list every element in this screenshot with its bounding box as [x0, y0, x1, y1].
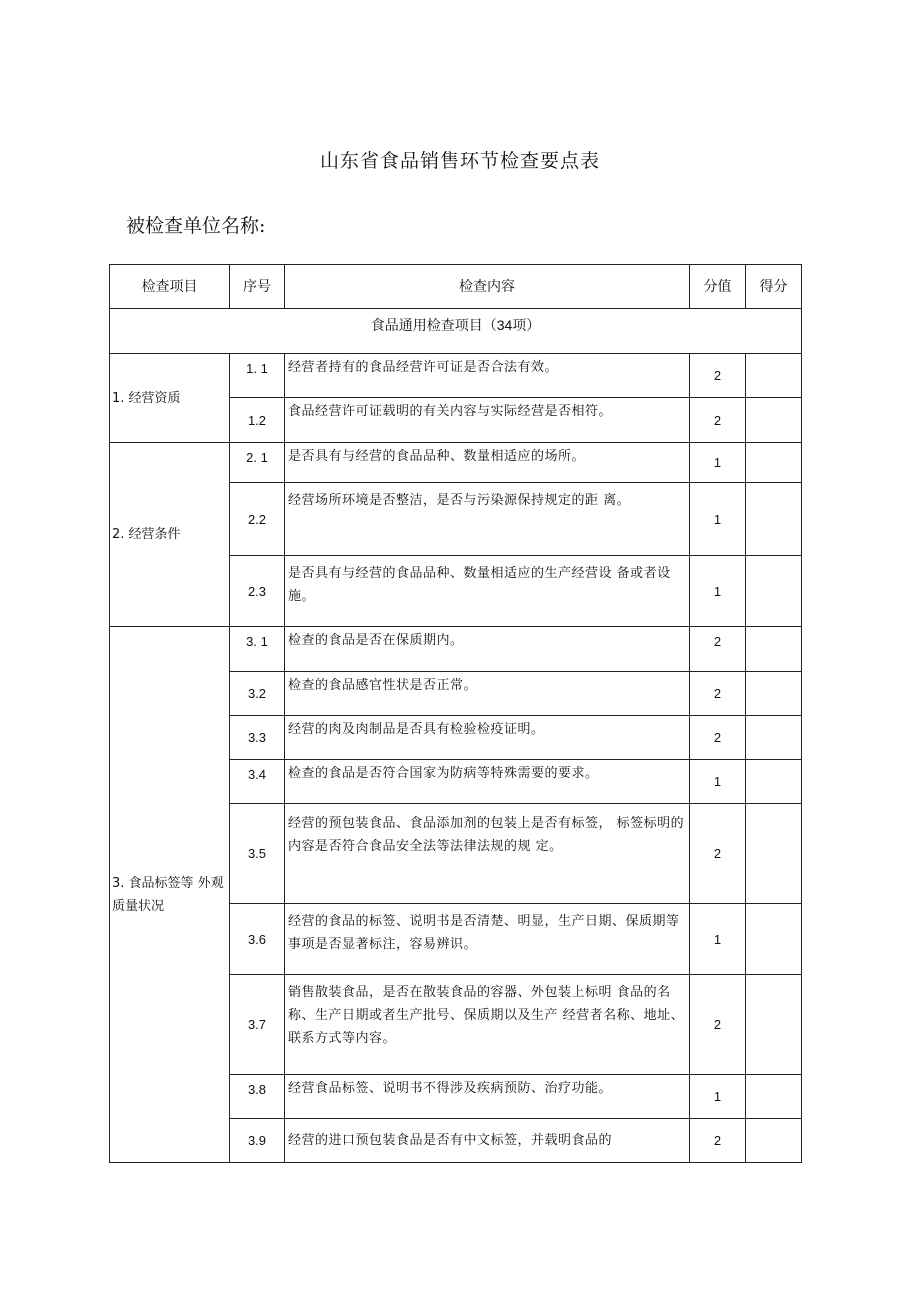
seq-cell: 1. 1 — [230, 354, 285, 398]
seq-cell: 3.7 — [230, 975, 285, 1075]
score-cell: 2 — [690, 354, 746, 398]
content-cell: 经营的食品的标签、说明书是否清楚、明显，生产日期、保质期等事项是否显著标注，容易辨识。 — [285, 904, 690, 975]
category-3: 3. 食品标签等 外观质量状况 — [110, 627, 230, 1163]
inspection-table — [109, 264, 802, 1163]
content-cell: 经营的进口预包装食品是否有中文标签，并载明食品的 — [285, 1119, 690, 1163]
got-score-cell[interactable] — [746, 904, 802, 975]
got-score-cell[interactable] — [746, 556, 802, 627]
content-cell: 经营场所环境是否整洁，是否与污染源保持规定的距 离。 — [285, 483, 690, 556]
section-title: 食品通用检查项目（34项） — [110, 309, 802, 354]
category-1: 1. 经营资质 — [110, 354, 230, 443]
table-row — [110, 443, 802, 483]
seq-cell: 1.2 — [230, 398, 285, 443]
seq-cell: 2.3 — [230, 556, 285, 627]
content-cell: 经营的预包装食品、食品添加剂的包装上是否有标签， 标签标明的内容是否符合食品安全法等法律法规的规 定。 — [285, 804, 690, 904]
score-cell: 1 — [690, 904, 746, 975]
score-cell: 1 — [690, 556, 746, 627]
header-content: 检查内容 — [285, 265, 690, 309]
got-score-cell[interactable] — [746, 483, 802, 556]
got-score-cell[interactable] — [746, 627, 802, 672]
header-seq: 序号 — [230, 265, 285, 309]
got-score-cell[interactable] — [746, 804, 802, 904]
category-2: 2. 经营条件 — [110, 443, 230, 627]
got-score-cell[interactable] — [746, 354, 802, 398]
score-cell: 1 — [690, 1075, 746, 1119]
score-cell: 2 — [690, 804, 746, 904]
seq-cell: 3.4 — [230, 760, 285, 804]
content-cell: 检查的食品是否符合国家为防病等特殊需要的要求。 — [285, 760, 690, 804]
table-header-row — [110, 265, 802, 309]
score-cell: 2 — [690, 672, 746, 716]
score-cell: 2 — [690, 716, 746, 760]
content-cell: 食品经营许可证载明的有关内容与实际经营是否相符。 — [285, 398, 690, 443]
header-score: 分值 — [690, 265, 746, 309]
content-cell: 检查的食品是否在保质期内。 — [285, 627, 690, 672]
content-cell: 经营者持有的食品经营许可证是否合法有效。 — [285, 354, 690, 398]
header-got: 得分 — [746, 265, 802, 309]
seq-cell: 3.5 — [230, 804, 285, 904]
got-score-cell[interactable] — [746, 672, 802, 716]
got-score-cell[interactable] — [746, 443, 802, 483]
section-row — [110, 309, 802, 354]
score-cell: 1 — [690, 443, 746, 483]
content-cell: 经营食品标签、说明书不得涉及疾病预防、治疗功能。 — [285, 1075, 690, 1119]
seq-cell: 3.9 — [230, 1119, 285, 1163]
page-title: 山东省食品销售环节检查要点表 — [319, 150, 600, 172]
content-cell: 检查的食品感官性状是否正常。 — [285, 672, 690, 716]
table-row — [110, 354, 802, 398]
got-score-cell[interactable] — [746, 1075, 802, 1119]
got-score-cell[interactable] — [746, 1119, 802, 1163]
seq-cell: 3.6 — [230, 904, 285, 975]
seq-cell: 3.8 — [230, 1075, 285, 1119]
header-item: 检查项目 — [110, 265, 230, 309]
inspected-unit-label: 被检查单位名称: — [126, 215, 266, 237]
score-cell: 2 — [690, 1119, 746, 1163]
content-cell: 是否具有与经营的食品品种、数量相适应的场所。 — [285, 443, 690, 483]
seq-cell: 2.2 — [230, 483, 285, 556]
got-score-cell[interactable] — [746, 975, 802, 1075]
score-cell: 1 — [690, 760, 746, 804]
seq-cell: 3.2 — [230, 672, 285, 716]
got-score-cell[interactable] — [746, 760, 802, 804]
content-cell: 销售散装食品，是否在散装食品的容器、外包装上标明 食品的名称、生产日期或者生产批号、保质期以及生产 经营者名称、地址、联系方式等内容。 — [285, 975, 690, 1075]
content-cell: 经营的肉及肉制品是否具有检验检疫证明。 — [285, 716, 690, 760]
score-cell: 2 — [690, 975, 746, 1075]
score-cell: 2 — [690, 627, 746, 672]
score-cell: 1 — [690, 483, 746, 556]
got-score-cell[interactable] — [746, 398, 802, 443]
seq-cell: 3.3 — [230, 716, 285, 760]
got-score-cell[interactable] — [746, 716, 802, 760]
seq-cell: 2. 1 — [230, 443, 285, 483]
seq-cell: 3. 1 — [230, 627, 285, 672]
score-cell: 2 — [690, 398, 746, 443]
table-row — [110, 627, 802, 672]
content-cell: 是否具有与经营的食品品种、数量相适应的生产经营设 备或者设施。 — [285, 556, 690, 627]
